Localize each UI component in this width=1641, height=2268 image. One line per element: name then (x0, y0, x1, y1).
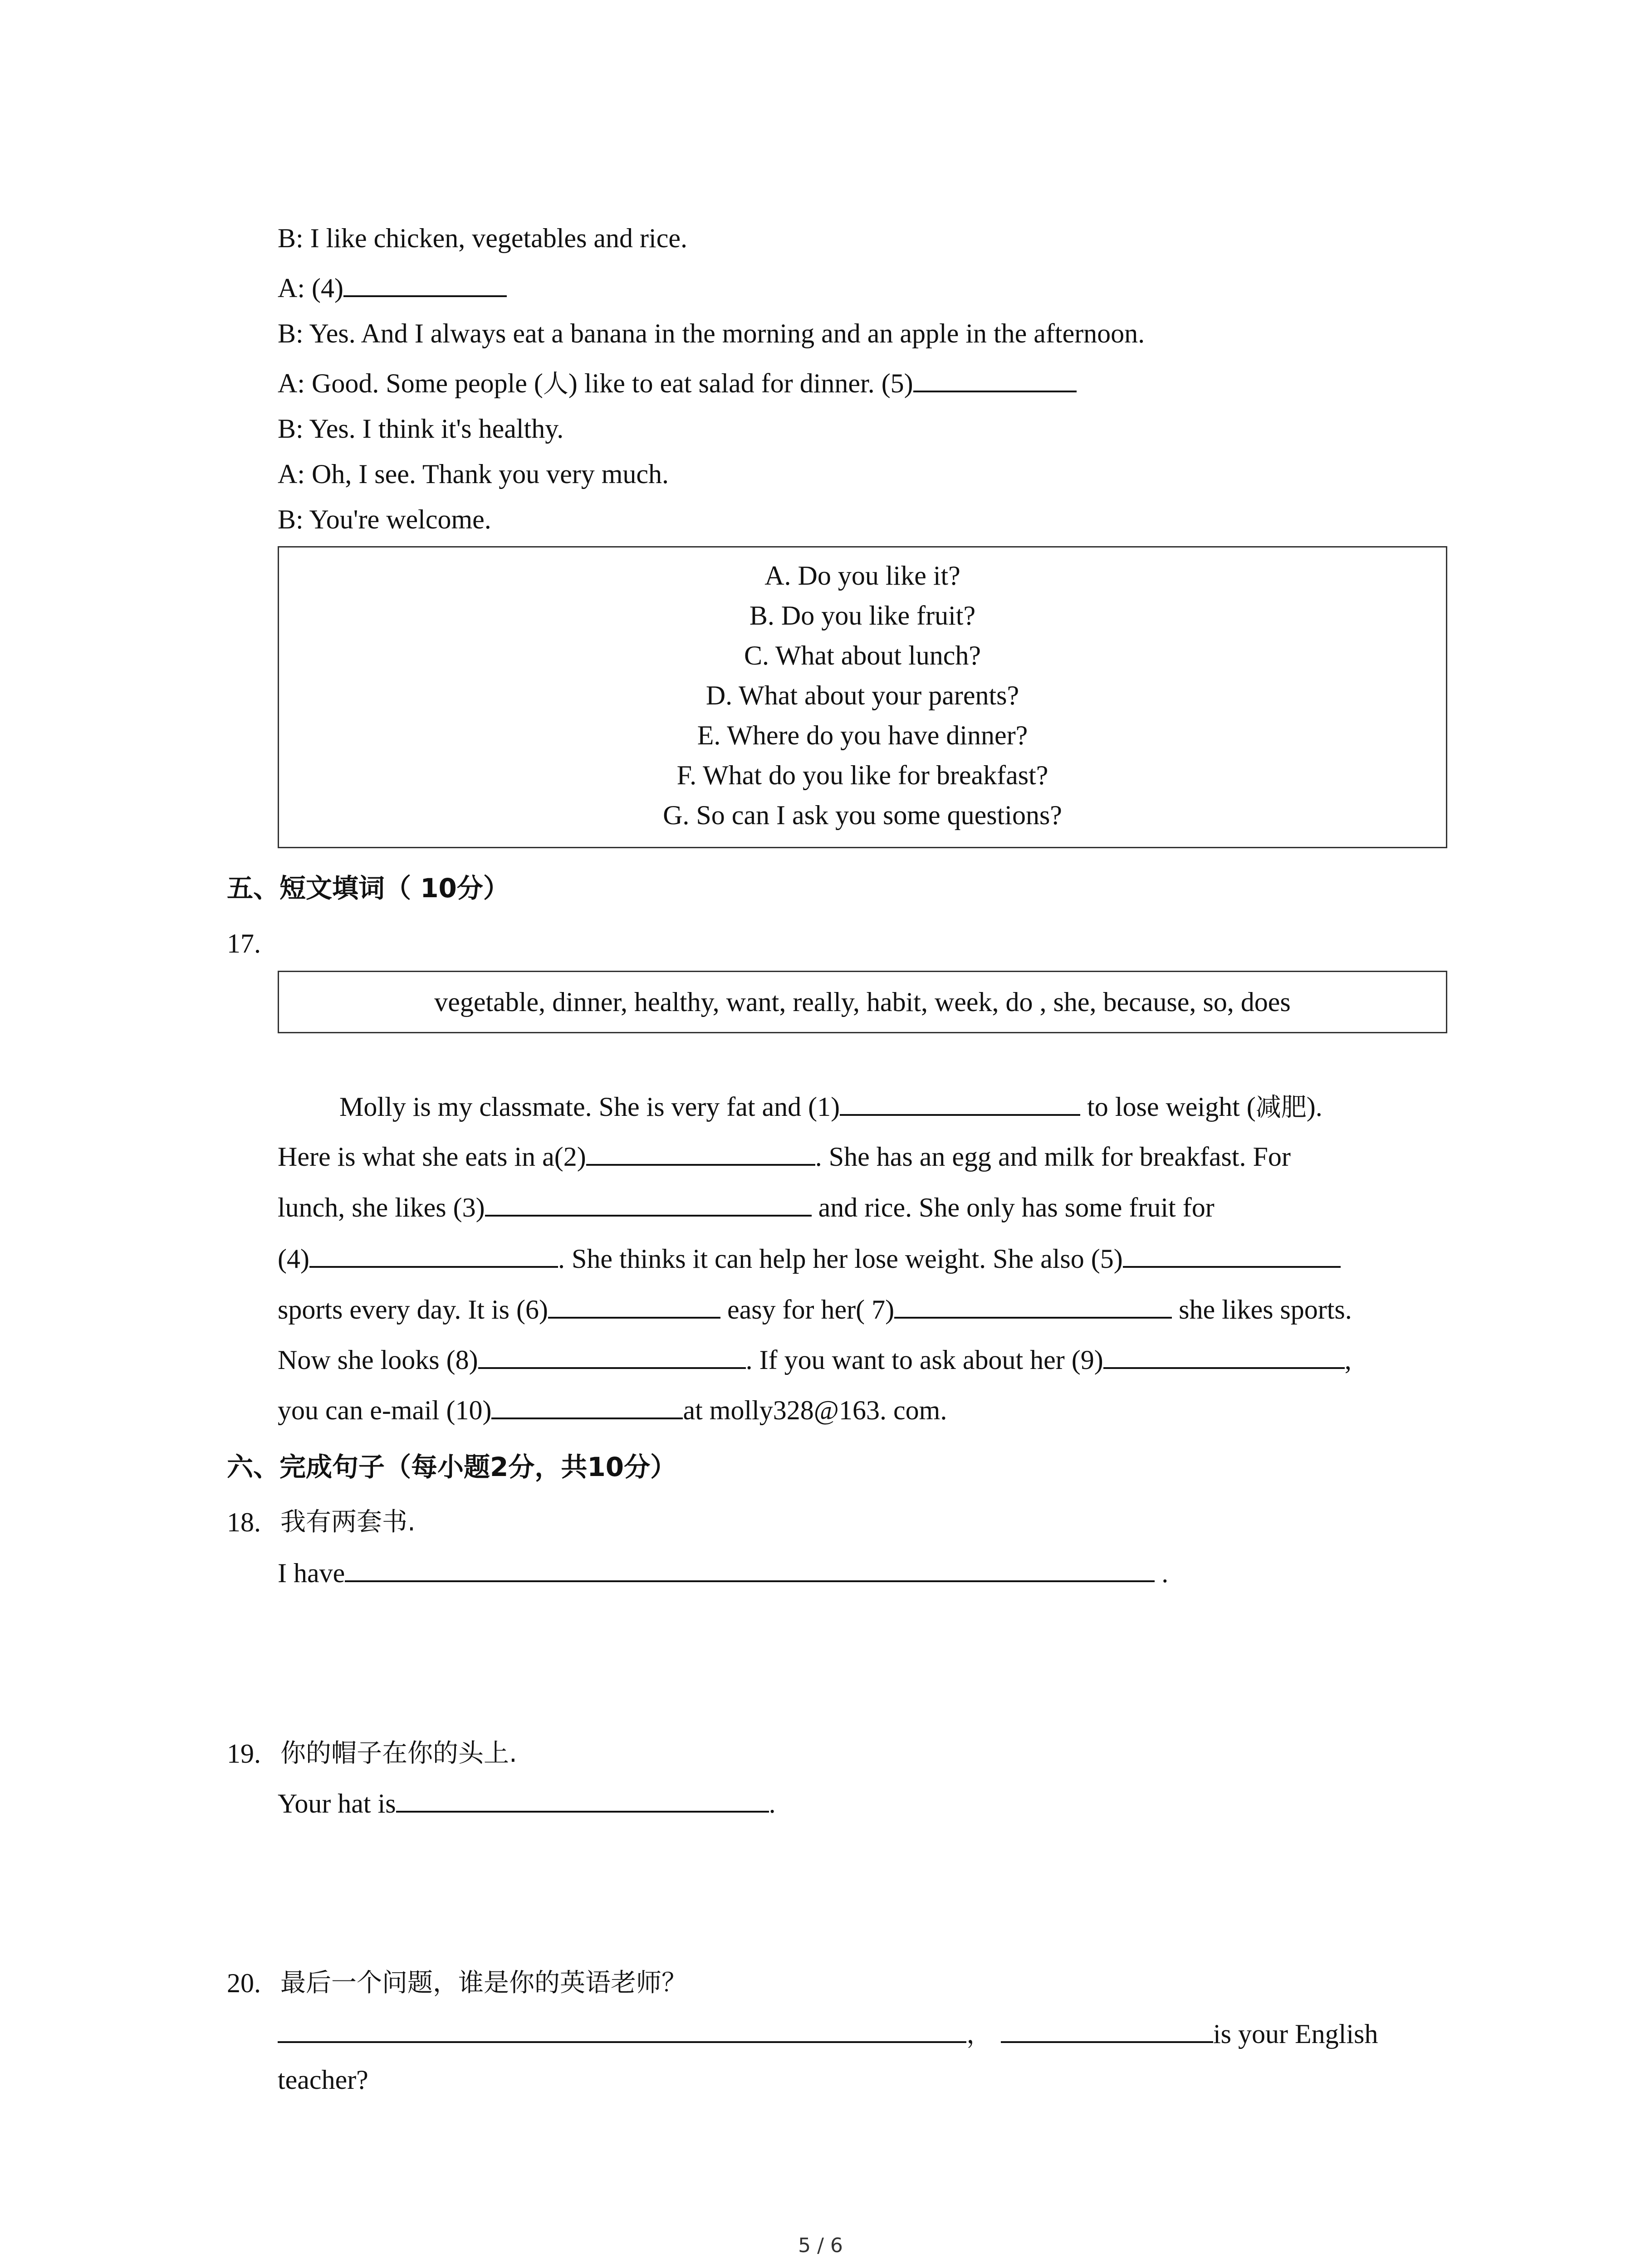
option-item: D. What about your parents? (705, 680, 1019, 710)
dialogue-line: A: Good. Some people (人) like to eat salad for dinner. (5) (278, 365, 1077, 402)
section-heading: 五、短文填词（ 10分） (227, 873, 509, 904)
answer-blank[interactable] (913, 365, 1077, 392)
answer-blank[interactable] (1001, 2016, 1213, 2043)
option-item: C. What about lunch? (744, 640, 981, 670)
passage-line: sports every day. It is (6) easy for her( 7) she likes sports. (278, 1291, 1352, 1328)
answer-blank[interactable] (343, 270, 507, 297)
answer-line: I have . (278, 1555, 1168, 1591)
section-heading: 六、完成句子（每小题2分，共10分） (227, 1452, 677, 1482)
question-chinese: 我有两套书. (280, 1507, 416, 1537)
passage-line: (4) . She thinks it can help her lose weight. She also (5) (278, 1241, 1341, 1277)
question-number: 18. (227, 1507, 261, 1537)
word-bank-box (278, 971, 1447, 1033)
answer-blank[interactable] (491, 1392, 683, 1419)
options-box (278, 546, 1447, 848)
answer-blank[interactable] (278, 2016, 966, 2043)
answer-blank[interactable] (309, 1241, 558, 1268)
question-number: 17. (227, 929, 261, 958)
page-number: 5 / 6 (798, 2234, 843, 2257)
answer-blank[interactable] (1123, 1241, 1341, 1268)
option-item: G. So can I ask you some questions? (663, 800, 1062, 830)
passage-line: Here is what she eats in a(2) . She has an egg and milk for breakfast. For (278, 1139, 1291, 1175)
question-number: 20. (227, 1968, 261, 1998)
dialogue-line: B: You're welcome. (278, 504, 491, 534)
question-chinese: 你的帽子在你的头上. (280, 1739, 517, 1768)
answer-blank[interactable] (345, 1555, 1155, 1582)
option-item: F. What do you like for breakfast? (676, 760, 1048, 790)
passage-line: lunch, she likes (3) and rice. She only has some fruit for (278, 1189, 1215, 1226)
answer-blank[interactable] (1103, 1342, 1345, 1369)
question-number: 19. (227, 1739, 261, 1769)
answer-blank[interactable] (586, 1139, 815, 1166)
dialogue-line: B: I like chicken, vegetables and rice. (278, 223, 687, 253)
answer-line-continued: teacher? (278, 2065, 368, 2095)
answer-blank[interactable] (478, 1342, 746, 1369)
dialogue-line: A: (4) (278, 270, 507, 306)
question-chinese: 最后一个问题，谁是你的英语老师？ (280, 1968, 687, 1998)
passage-line: you can e-mail (10) at molly328@163. com. (278, 1392, 947, 1428)
option-item: B. Do you like fruit? (749, 601, 976, 631)
answer-blank[interactable] (548, 1291, 720, 1319)
passage-line: Now she looks (8) . If you want to ask about her (9) , (278, 1342, 1352, 1378)
dialogue-line: A: Oh, I see. Thank you very much. (278, 459, 669, 489)
answer-line: Your hat is . (278, 1785, 776, 1822)
option-item: E. Where do you have dinner? (697, 720, 1028, 750)
option-item: A. Do you like it? (764, 561, 960, 591)
dialogue-line: B: Yes. And I always eat a banana in the morning and an apple in the afternoon. (278, 318, 1145, 348)
answer-blank[interactable] (485, 1189, 812, 1217)
passage-line: Molly is my classmate. She is very fat and (1) to lose weight (减肥). (339, 1089, 1323, 1126)
answer-line: ， is your English (278, 2016, 1378, 2053)
dialogue-line: B: Yes. I think it's healthy. (278, 414, 564, 444)
answer-blank[interactable] (396, 1785, 769, 1813)
word-bank: vegetable, dinner, healthy, want, really, habit, week, do , she, because, so, does (434, 987, 1291, 1017)
answer-blank[interactable] (894, 1291, 1172, 1319)
answer-blank[interactable] (840, 1089, 1080, 1116)
